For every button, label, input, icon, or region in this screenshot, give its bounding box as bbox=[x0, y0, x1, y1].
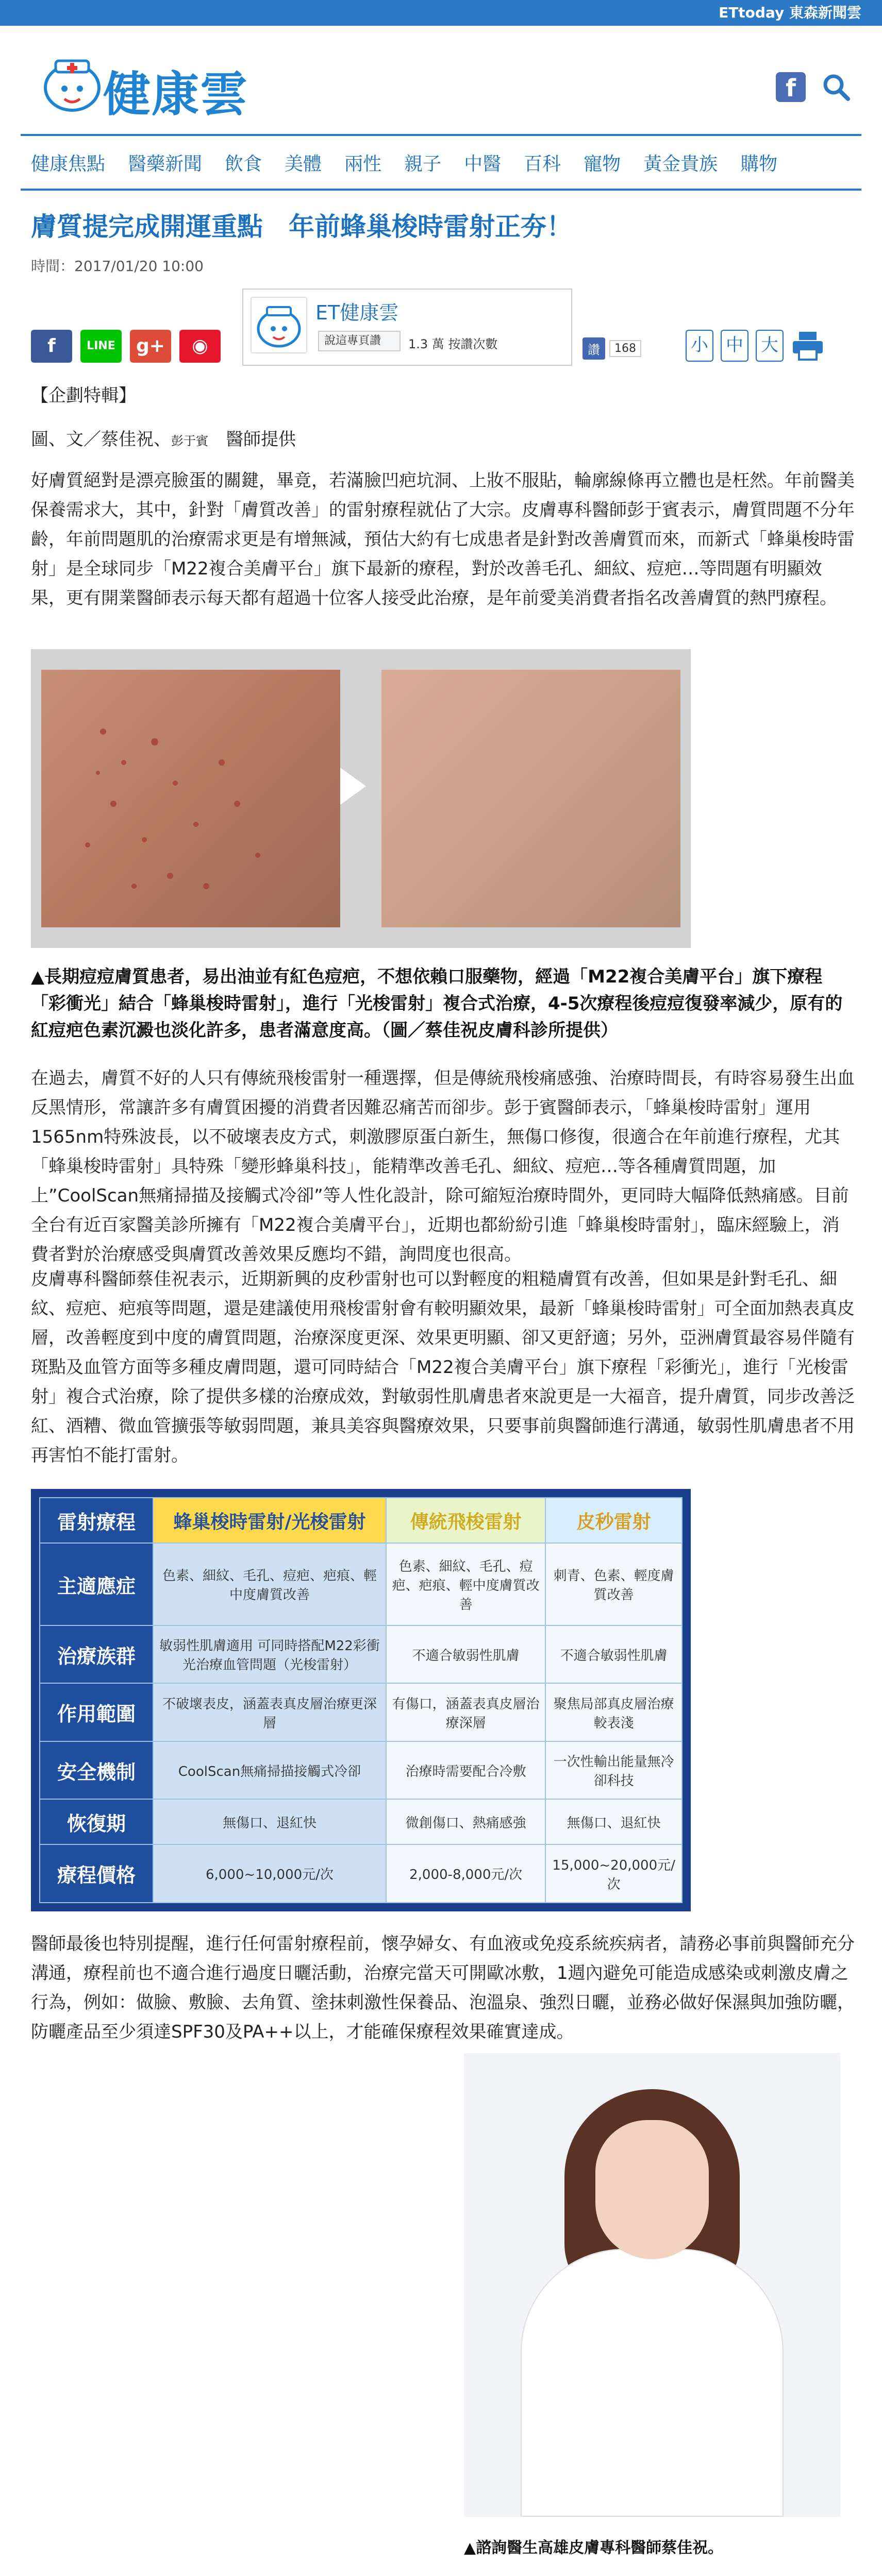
before-photo bbox=[41, 670, 340, 927]
table-header-cell: 傳統飛梭雷射 bbox=[386, 1498, 545, 1543]
site-header bbox=[0, 26, 882, 137]
ettoday-brand-link[interactable]: ETtoday 東森新聞雲 bbox=[719, 4, 861, 21]
logo-text: 健康雲 bbox=[103, 67, 249, 122]
laser-comparison-table bbox=[31, 1489, 691, 1911]
table-row bbox=[40, 1799, 682, 1844]
nav-item-medical-news[interactable]: 醫藥新聞 bbox=[128, 153, 203, 175]
table-cell: 不適合敏弱性肌膚 bbox=[386, 1625, 545, 1683]
font-size-medium-button[interactable]: 中 bbox=[721, 330, 748, 362]
table-cell: 刺青、色素、輕度膚質改善 bbox=[545, 1543, 682, 1625]
table-row-label: 作用範圍 bbox=[40, 1683, 153, 1741]
fan-page-name[interactable]: ET健康雲 bbox=[315, 301, 399, 324]
paragraph-traditional-laser: 在過去，膚質不好的人只有傳統飛梭雷射一種選擇，但是傳統飛梭痛感強、治療時間長，有時容易發生出血反黑情形，常讓許多有膚質困擾的消費者因難忍痛苦而卻步。彭于賓醫師表示，「蜂巢梭時雷射」運用1565nm特殊波長，以不破壞表皮方式，刺激膠原蛋白新生，無傷口修復，很適合在年前進行療程，尤其「蜂巢梭時雷射」具特殊「變形蜂巢科技」，能精準改善毛孔、細紋、痘疤…等各種膚質問題，加上”CoolScan無痛掃描及接觸式冷卻”等人性化設計，除可縮短治療時間外，更同時大幅降低熱痛感。目前全台有近百家醫美診所擁有「M22複合美膚平台」，近期也都紛紛引進「蜂巢梭時雷射」，臨床經驗上，消費者對於治療感受與膚質改善效果反應均不錯，詢問度也很高。 bbox=[31, 1068, 855, 1265]
font-size-large-button[interactable]: 大 bbox=[756, 330, 784, 362]
paragraph-intro: 好膚質絕對是漂亮臉蛋的關鍵，畢竟，若滿臉凹疤坑洞、上妝不服貼，輪廓線條再立體也是枉然。年前醫美保養需求大，其中，針對「膚質改善」的雷射療程就佔了大宗。皮膚專科醫師彭于賓表示，膚質問題不分年齡，年前問題肌的治療需求更是有增無減，預估大約有七成患者是針對改善膚質而來，而新式「蜂巢梭時雷射」是全球同步「M22複合美膚平台」旗下最新的療程，對於改善毛孔、細紋、痘疤…等問題有明顯效果，更有開業醫師表示每天都有超過十位客人接受此治療，是年前愛美消費者指名改善膚質的熱門療程。 bbox=[31, 470, 855, 608]
article-credit bbox=[31, 425, 856, 456]
table-cell: 有傷口，涵蓋表真皮層治療深層 bbox=[386, 1683, 545, 1741]
table-cell: 微創傷口、熱痛感強 bbox=[386, 1799, 545, 1844]
nav-item-encyclopedia[interactable]: 百科 bbox=[524, 153, 561, 175]
table-cell: 一次性輸出能量無冷卻科技 bbox=[545, 1741, 682, 1799]
fan-page-like-count: 1.3 萬 按讚次數 bbox=[408, 337, 498, 351]
facebook-icon[interactable]: f bbox=[776, 72, 806, 102]
facebook-share-button[interactable]: f bbox=[31, 330, 72, 363]
doctor-caption: ▲諮詢醫生高雄皮膚專科醫師蔡佳祝。 bbox=[464, 2539, 724, 2557]
cloud-doctor-icon bbox=[41, 52, 103, 118]
paragraph-final-reminder: 醫師最後也特別提醒，進行任何雷射療程前，懷孕婦女、有血液或免疫系統疾病者，請務必事前與醫師充分溝通，療程前也不適合進行過度日曬活動，治療完當天可開歐冰敷，1週內避免可能造成感染或刺激皮膚之行為，例如：做臉、敷臉、去角質、塗抹刺激性保養品、泡溫泉、強烈日曬，並務必做好保濕與加強防曬，防曬產品至少須達SPF30及PA++以上，才能確保療程效果確實達成。 bbox=[31, 1934, 855, 2042]
table-header-cell: 皮秒雷射 bbox=[545, 1498, 682, 1543]
table-row-label: 安全機制 bbox=[40, 1741, 153, 1799]
table-cell: 色素、細紋、毛孔、痘疤、疤痕、輕中度膚質改善 bbox=[386, 1543, 545, 1625]
search-icon[interactable] bbox=[821, 72, 851, 102]
table-cell: 無傷口、退紅快 bbox=[153, 1799, 386, 1844]
table-cell: 敏弱性肌膚適用 可同時搭配M22彩衝光治療血管問題（光梭雷射） bbox=[153, 1625, 386, 1683]
table-cell: CoolScan無痛掃描接觸式冷卻 bbox=[153, 1741, 386, 1799]
credit-prefix: 圖、文／蔡佳祝、 bbox=[31, 429, 171, 450]
table-cell: 2,000-8,000元/次 bbox=[386, 1844, 545, 1903]
table-cell: 6,000~10,000元/次 bbox=[153, 1844, 386, 1903]
table-row bbox=[40, 1683, 682, 1741]
publish-time bbox=[31, 255, 204, 276]
table-cell: 色素、細紋、毛孔、痘疤、疤痕、輕中度膚質改善 bbox=[153, 1543, 386, 1625]
cloud-doctor-icon bbox=[252, 298, 306, 352]
font-size-small-button[interactable]: 小 bbox=[686, 330, 713, 362]
table-row-label: 療程價格 bbox=[40, 1844, 153, 1903]
main-nav bbox=[21, 134, 861, 191]
table-row bbox=[40, 1741, 682, 1799]
arrow-right-icon bbox=[340, 768, 366, 805]
share-buttons bbox=[31, 330, 221, 363]
doctor-portrait bbox=[464, 2053, 840, 2517]
after-photo bbox=[381, 670, 680, 927]
font-size-controls bbox=[686, 330, 825, 362]
table-cell: 15,000~20,000元/次 bbox=[545, 1844, 682, 1903]
table-row-label: 主適應症 bbox=[40, 1543, 153, 1625]
table-cell: 不破壞表皮，涵蓋表真皮層治療更深層 bbox=[153, 1683, 386, 1741]
credit-small: 彭于賓 bbox=[171, 434, 208, 448]
facebook-like-button[interactable]: 讚 bbox=[583, 337, 605, 360]
table-cell: 無傷口、退紅快 bbox=[545, 1799, 682, 1844]
photo-caption: ▲長期痘痘膚質患者，易出油並有紅色痘疤，不想依賴口服藥物，經過「M22複合美膚平台」旗下療程「彩衝光」結合「蜂巢梭時雷射」，進行「光梭雷射」複合式治療，4-5次療程後痘痘復發率減少，原有的紅痘疤色素沉澱也淡化許多，患者滿意度高。（圖／蔡佳祝皮膚科診所提供） bbox=[31, 967, 843, 1041]
google-plus-share-button[interactable]: g+ bbox=[130, 330, 171, 363]
nav-item-tcm[interactable]: 中醫 bbox=[464, 153, 502, 175]
sponsor-tag: 【企劃特輯】 bbox=[31, 385, 136, 406]
top-bar bbox=[0, 0, 882, 26]
nav-item-diet[interactable]: 飲食 bbox=[225, 153, 262, 175]
table-cell: 治療時需要配合冷敷 bbox=[386, 1741, 545, 1799]
fan-page-box bbox=[242, 289, 572, 366]
table-header-cell: 蜂巢梭時雷射/光梭雷射 bbox=[153, 1498, 386, 1543]
nav-item-relationships[interactable]: 兩性 bbox=[344, 153, 382, 175]
time-label: 時間： bbox=[31, 258, 75, 275]
print-icon[interactable] bbox=[791, 330, 825, 362]
site-logo[interactable] bbox=[41, 46, 289, 129]
table-header-cell: 雷射療程 bbox=[40, 1498, 153, 1543]
nav-item-health-focus[interactable]: 健康焦點 bbox=[31, 153, 106, 175]
line-share-button[interactable]: LINE bbox=[80, 330, 122, 363]
weibo-share-button[interactable]: ◉ bbox=[179, 330, 221, 363]
table-row-label: 恢復期 bbox=[40, 1799, 153, 1844]
table-row bbox=[40, 1543, 682, 1625]
time-value: 2017/01/20 10:00 bbox=[74, 258, 204, 275]
before-after-photo bbox=[31, 649, 691, 948]
facebook-like-count: 168 bbox=[609, 340, 641, 357]
nav-item-pets[interactable]: 寵物 bbox=[584, 153, 621, 175]
table-cell: 聚焦局部真皮層治療較表淺 bbox=[545, 1683, 682, 1741]
fan-page-like-button[interactable]: 說這專頁讚 bbox=[318, 331, 401, 351]
fan-page-avatar[interactable] bbox=[251, 297, 307, 353]
table-row bbox=[40, 1625, 682, 1683]
table-row-label: 治療族群 bbox=[40, 1625, 153, 1683]
nav-item-shopping[interactable]: 購物 bbox=[740, 153, 778, 175]
article-title: 膚質提完成開運重點 年前蜂巢梭時雷射正夯！ bbox=[31, 212, 572, 242]
table-cell: 不適合敏弱性肌膚 bbox=[545, 1625, 682, 1683]
facebook-like-widget bbox=[583, 337, 641, 360]
nav-item-body[interactable]: 美體 bbox=[285, 153, 322, 175]
nav-item-golden-age[interactable]: 黃金貴族 bbox=[643, 153, 718, 175]
nav-item-parenting[interactable]: 親子 bbox=[404, 153, 442, 175]
paragraph-dermatologist-advice: 皮膚專科醫師蔡佳祝表示，近期新興的皮秒雷射也可以對輕度的粗糙膚質有改善，但如果是針對毛孔、細紋、痘疤、疤痕等問題，還是建議使用飛梭雷射會有較明顯效果，最新「蜂巢梭時雷射」可全面加熱表真皮層，改善輕度到中度的膚質問題，治療深度更深、效果更明顯、卻又更舒適；另外，亞洲膚質最容易伴隨有斑點及血管方面等多種皮膚問題，還可同時結合「M22複合美膚平台」旗下療程「彩衝光」，進行「光梭雷射」複合式治療，除了提供多樣的治療成效，對敏弱性肌膚患者來說更是一大福音，提升膚質，同步改善泛紅、酒糟、微血管擴張等敏弱問題，兼具美容與醫療效果，只要事前與醫師進行溝通，敏弱性肌膚患者不用再害怕不能打雷射。 bbox=[31, 1269, 855, 1466]
table-row bbox=[40, 1844, 682, 1903]
credit-suffix: 醫師提供 bbox=[226, 429, 296, 450]
